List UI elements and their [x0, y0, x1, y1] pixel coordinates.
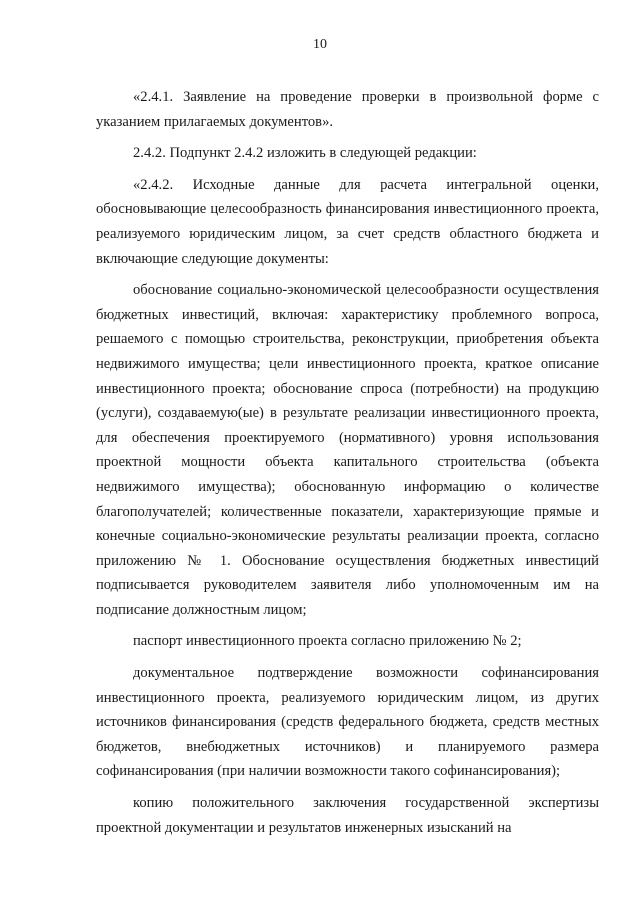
paragraph-justification: обоснование социально-экономической целесообразности осуществления бюджетных инвестиций, включая: характеристику проблемного вопроса, решаемого с помощью строительства, реконструкции, приобретения объекта недвижимого имущества; цели инвестиционного проекта, краткое описание инвестиционного проекта; обоснование спроса (потребности) на продукцию (услуги), создаваемую(ые) в результате реализации инвестиционного проекта, для обеспечения проектируемого (нормативного) уровня использования проектной мощности объекта капитального строительства (объекта недвижимого имущества); обоснованную информацию о количестве благополучателей; количественные показатели, характеризующие прямые и конечные социально-экономические результаты реализации проекта, согласно приложению № 1. Обоснование осуществления бюджетных инвестиций подписывается руководителем заявителя либо уполномоченным им на подписание должностным лицом;	[96, 282, 599, 618]
paragraph-2-4-1: «2.4.1. Заявление на проведение проверки в произвольной форме с указанием прилагаемых документов».	[96, 89, 599, 130]
paragraph-expertise-copy: копию положительного заключения государственной экспертизы проектной документации и результатов инженерных изысканий на	[96, 795, 599, 836]
paragraph-project-passport: паспорт инвестиционного проекта согласно приложению № 2;	[133, 633, 522, 650]
page-number: 10	[313, 37, 327, 52]
paragraph-cofinancing: документальное подтверждение возможности софинансирования инвестиционного проекта, реализуемого юридическим лицом, из других источников финансирования (средств федерального бюджета, средств местных бюджетов, внебюджетных источников) и планируемого размера софинансирования (при наличии возможности такого софинансирования);	[96, 665, 599, 780]
paragraph-2-4-2: «2.4.2. Исходные данные для расчета интегральной оценки, обосновывающие целесообразность финансирования инвестиционного проекта, реализуемого юридическим лицом, за счет средств областного бюджета и включающие следующие документы:	[96, 176, 599, 267]
document-body	[96, 85, 599, 840]
paragraph-subpoint-amendment: 2.4.2. Подпункт 2.4.2 изложить в следующей редакции:	[133, 145, 477, 162]
